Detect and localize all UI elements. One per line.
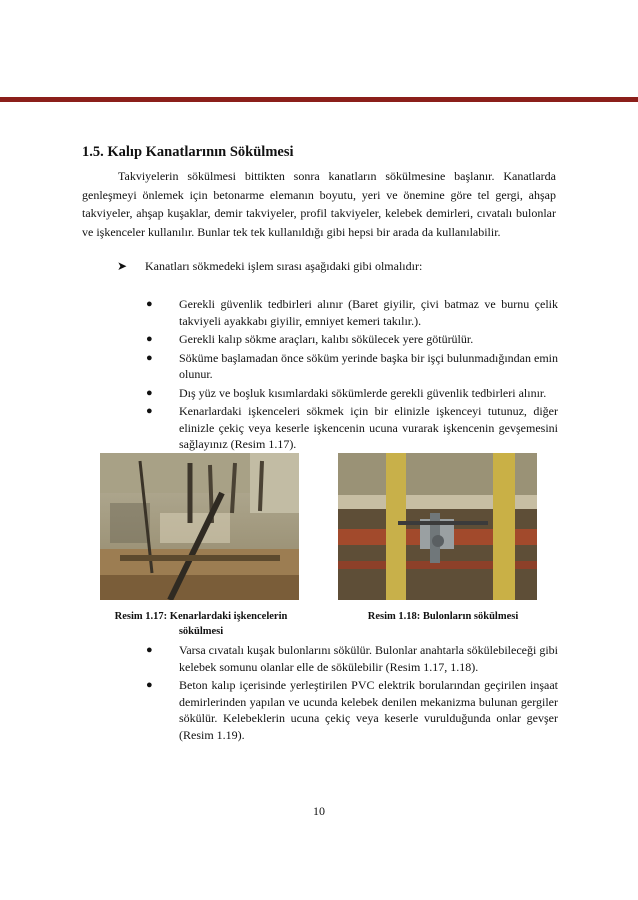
figure-caption-1-18: Resim 1.18: Bulonların sökülmesi	[367, 611, 519, 622]
list-item-text: Gerekli kalıp sökme araçları, kalıbı sökülecek yere götürülür.	[179, 332, 474, 346]
procedure-intro-text: Kanatları sökmedeki işlem sırası aşağıdaki gibi olmalıdır:	[145, 259, 423, 273]
list-item-text: Beton kalıp içerisinde yerleştirilen PVC elektrik borularından geçirilen inşaat demirlerinden yapılan ve ucunda kelebek denilen mekanizma bulunan gergiler sökülür. Kelebeklerin ucuna çekiç veya keserle vurulduğunda onlar gevşer (Resim 1.19).	[179, 678, 558, 742]
bullet-dot-icon: ●	[146, 679, 153, 691]
photo-clamp-removal	[100, 453, 299, 600]
photo-bolt-removal-image	[338, 453, 537, 600]
section-heading: 1.5. Kalıp Kanatlarının Sökülmesi	[82, 144, 294, 160]
bullet-dot-icon: ●	[146, 386, 153, 399]
header-rule	[0, 97, 638, 102]
list-item	[146, 296, 558, 329]
list-item	[146, 385, 558, 402]
steps-list-top	[146, 296, 558, 455]
bullet-dot-icon: ●	[146, 298, 153, 310]
list-item	[146, 642, 558, 675]
arrow-bullet-icon: ➤	[117, 259, 128, 273]
bullet-dot-icon: ●	[146, 405, 153, 417]
list-item	[146, 403, 558, 453]
list-item	[146, 350, 558, 383]
list-item	[146, 331, 558, 348]
list-item	[146, 677, 558, 743]
intro-paragraph: Takviyelerin sökülmesi bittikten sonra kanatların sökülmesine başlanır. Kanatlarda genleşmeyi önlemek için betonarme elemanın boyutu, yeri ve önemine göre tel gergi, ahşap takviyeler, ahşap kuşaklar, demir takviyeler, profil takviyeler, kelebek demirleri, cıvatalı bulonlar ve işkenceler kullanılır. Bunlar tek tek kullanıldığı gibi hepsi bir arada da kullanılabilir.	[82, 169, 556, 239]
list-item-text: Dış yüz ve boşluk kısımlardaki sökümlerde gerekli güvenlik tedbirleri alınır.	[179, 385, 547, 400]
list-item-text: Gerekli güvenlik tedbirleri alınır (Baret giyilir, çivi batmaz ve burnu çelik takviyeli ayakkabı giyilir, emniyet kemeri takılır.).	[179, 297, 558, 328]
bullet-dot-icon: ●	[146, 351, 153, 364]
list-item-text: Varsa cıvatalı kuşak bulonlarını sökülür. Bulonlar anahtarla sökülebileceği gibi kelebek somunu olanlar elle de sökülebilir (Resim 1.17, 1.18).	[179, 643, 558, 674]
photo-bolt-removal	[338, 453, 537, 600]
steps-list-bottom	[146, 642, 558, 745]
bullet-dot-icon: ●	[146, 644, 153, 656]
photo-clamp-removal-image	[100, 453, 299, 600]
page-number: 10	[313, 804, 325, 818]
bullet-dot-icon: ●	[146, 333, 153, 345]
figure-caption-1-17: Resim 1.17: Kenarlardaki işkencelerin sökülmesi	[114, 611, 288, 637]
list-item-text: Söküme başlamadan önce söküm yerinde başka bir işçi bulunmadığından emin olunur.	[179, 350, 558, 381]
list-item-text: Kenarlardaki işkenceleri sökmek için bir elinizle işkenceyi tutunuz, diğer elinizle çekiç veya keserle işkencenin ucuna vurarak işkencenin gevşemesini sağlayınız (Resim 1.17).	[179, 404, 558, 451]
